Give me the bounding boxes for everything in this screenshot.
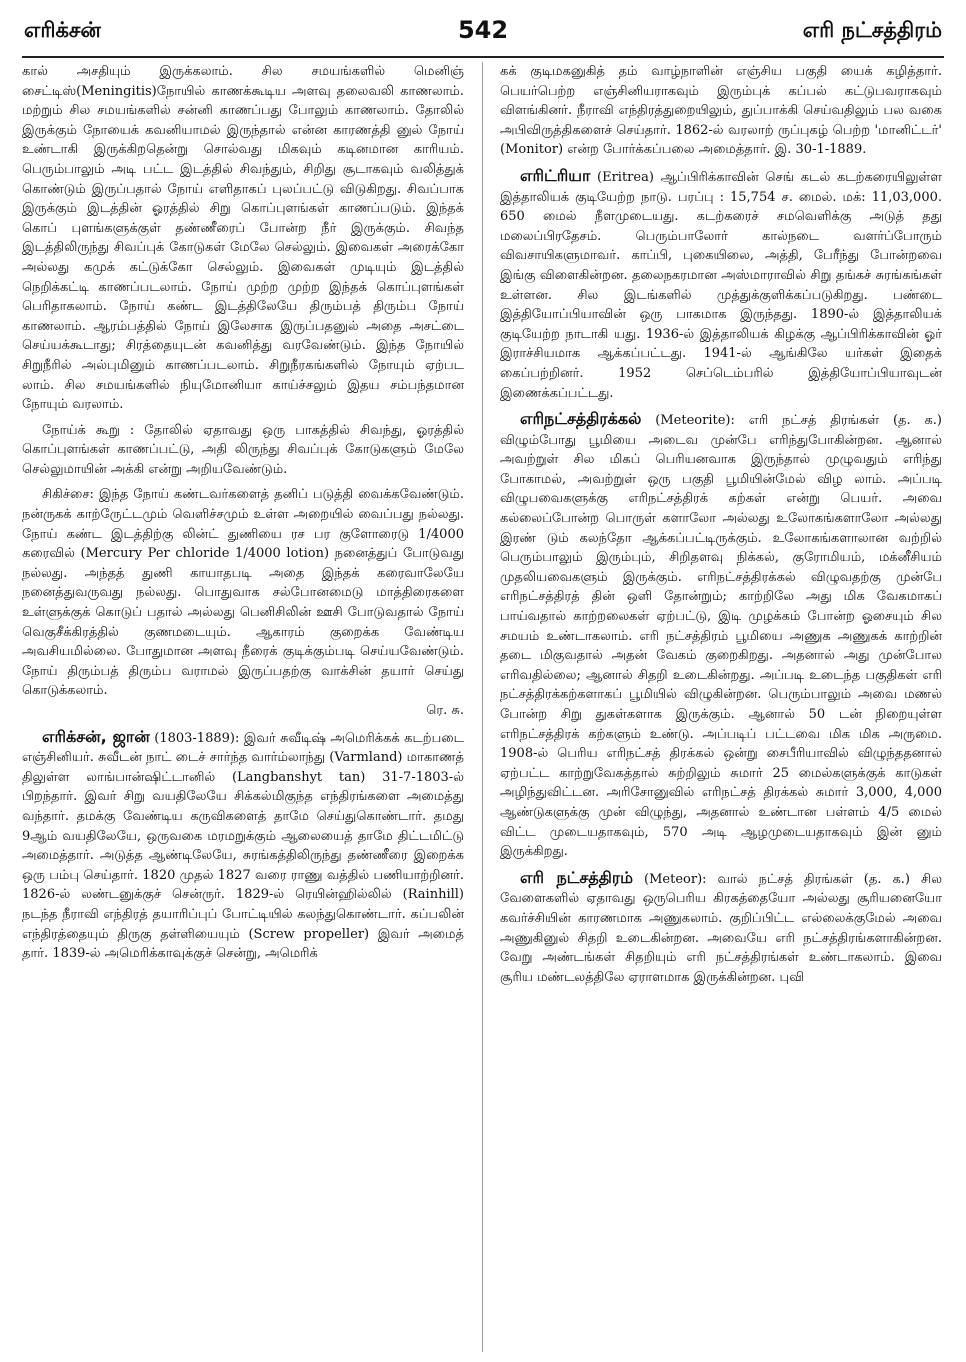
paragraph: நோய்க் கூறு : தோலில் ஏதாவது ஒரு பாகத்தில் சிவந்து, ஓரத்தில் கொப்புளங்கள் காணப்பட்டு, அதி லிருந்து சிவப்புக் கோடுகளும் மேலே செல்லுமாயின் அக்கி என்று அறியவேண்டும். bbox=[22, 422, 464, 477]
entry-eritrea bbox=[500, 166, 942, 403]
page-number: 542 bbox=[457, 16, 509, 44]
author-initials: ரெ. சு. bbox=[426, 703, 464, 718]
running-head-right: எரி நட்சத்திரம் bbox=[802, 18, 942, 42]
left-column bbox=[22, 62, 464, 1352]
running-head-left: எரிக்சன் bbox=[24, 18, 101, 42]
paragraph: கால் அசதியும் இருக்கலாம். சில சமயங்களில் மெனிஞ் சைட்டிஸ்(Meningitis)நோயில் காணக்கூடிய அளவு தலைவலி காணலாம். மற்றும் சில சமயங்களில் சன்னி காணப்பது போலும் காணலாம். தோலில் இருக்கும் நோயைக் கவனியாமல் இருந்தால் என்ன காரணத்தி னுல் நோய் உண்டாகி இருக்கிறதென்று சொல்வது மிகவும் கடினமான காரியம். பெரும்பாலும் அடி பட்ட இடத்தில் சிவந்தும், சிறிது சூடாகவும் வலித்துக் கொண்டும் இருப்பதால் நோய் எளிதாகப் புலப்பட்டு விடுகிறது. சிவப்பாக இருக்கும் இடத்தின் ஓரத்தில் சிறு கொப்புளங்கள் காணப்படும். இந்தக் கொப் புளங்களுக்குள் தண்ணீரைப் போன்ற நீர் இருக்கும். சிவந்த இடத்திலிருந்து சிவப்புக் கோடுகள் மேலே செல்லும். இவைகள் அரைக்கோ அல்லது கமுக் கட்டுக்கோ செல்லும். இவைகள் முடியும் இடத்தில் நெறிக்கட்டி காணப்படலாம். நோய் முற்ற முற்ற இந்தக் கொப்புளங்கள் பெரிதாகலாம். நோய் கண்ட இடத்திலேயே திரும்பத் திரும்ப நோய் காணலாம். ஆரம்பத்தில் நோய் இலேசாக இருப்பதனுல் அதை அசட்டை செய்யக்கூடாது; சிரத்தையுடன் கவனித்து வரவேண்டும். இந்த நோயில் சிறுநீரில் அல்புமினும் காணப்படலாம். சிறுநீரகங்களில் நோயும் ஏற்பட லாம். சில சமயங்களில் நியுமோனியா காய்ச்சலும் இதய சம்பந்தமான நோயும் வரலாம். bbox=[22, 64, 464, 413]
entry-text: (Meteor): வால் நட்சத் திரங்கள் (த. க.) சில வேளைகளில் ஏதாவது ஒருபெரிய கிரகத்தையோ அல்லது சூரியனையோ கவர்ச்சியின் காரணமாக அணுகலாம். குறிப்பிட்ட எல்லைக்குமேல் அவை அணுகினுல் சிதறி உடைகின்றன. அவையே எரி நட்சத்திரங்களாகின்றன. வேறு அண்டங்கள் சிதறியும் எரி நட்சத்திரங்கள் உண்டாகலாம். இவை சூரிய மண்டலத்திலே ஏராளமாக இருக்கின்றன. புவி bbox=[500, 871, 942, 985]
text-columns bbox=[22, 62, 944, 1352]
entry-headword: எரி நட்சத்திரம் bbox=[520, 867, 633, 887]
paragraph-text: சிகிச்சை: இந்த நோய் கண்டவர்களைத் தனிப் படுத்தி வைக்கவேண்டும். நன்ருகக் காற்ருேட்டமும் வெளிச்சமும் உள்ள அறையில் வைப்பது நல்லது. நோய் கண்ட இடத்திற்கு லின்ட் துணியை ரச பர குளோரைடு 1/4000 கரைவில் (Mercury Per chloride 1/4000 lotion) நனைத்துப் போடுவது நல்லது. அந்தத் துணி காயாதபடி அதை இந்தக் கரைவாலேயே நனைத்துவருவது நல்லது. பொதுவாக சல்போனமைடு மாத்திரைகளை உள்ளுக்குக் கொடுப் பதால் அல்லது பெனிசிலின் ஊசி போடுவதால் நோய் வெகுசீக்கிரத்தில் குணமடையும். ஆகாரம் குறைக்க வேண்டிய அவசியமில்லை. போதுமான அளவு நீரைக் குடிக்கும்படி செய்யவேண்டும். நோய் திரும்பத் திரும்ப வராமல் இருப்பதற்கு வாக்சின் தயார் செய்து கொடுக்கலாம். bbox=[22, 487, 464, 699]
entry-meteor bbox=[500, 868, 942, 988]
paragraph: கக் குடிமகனுகித் தம் வாழ்நாளின் எஞ்சிய பகுதி யைக் கழித்தார். பெயர்பெற்ற எஞ்சினியராகவும் இரும்புக் கப்பல் கட்டுபவராகவும் விளங்கினர். நீராவி எந்திரத்துறையிலும், துப்பாக்கி செய்வதிலும் பல வகை அபிவிருத்திகளைச் செய்தார். 1862-ல் வரலாற் ருப்புகழ் பெற்ற 'மானிட்டர்' (Monitor) என்ற போர்க்கப்பலை அமைத்தார். இ. 30-1-1889. bbox=[500, 64, 942, 158]
right-column bbox=[500, 62, 942, 1352]
paragraph bbox=[22, 485, 464, 720]
entry-text: (Eritrea) ஆப்பிரிக்காவின் செங் கடல் கடற்கரையிலுள்ள இத்தாலியக் குடியேற்ற நாடு. பரப்பு : 15,754 ச. மைல். மக்: 11,03,000. 650 மைல் நீளமுடையது. கடற்கரைச் சமவெளிக்கு அடுத் தது மலைப்பிரதேசம். பெரும்பாலோர் கால்நடை வளர்ப்போரும் விவசாயிகளுமாவர். காப்பி, புகையிலை, அத்தி, பேரீந்து போன்றவை இங்கு விளைகின்றன. தலைநகரமான அஸ்மாராவில் சிறு தங்கச் சுரங்கங்கள் உள்ளன. சில இடங்களில் முத்துக்குளிக்கப்படுகிறது. பண்டை இத்தியோப்பியாவின் ஒரு பாகமாக இருந்தது. 1890-ல் இத்தாலியக் குடியேற்ற நாடாகி யது. 1936-ல் இத்தாலியக் கிழக்கு ஆப்பிரிக்காவின் ஓர் இராச்சியமாக ஆக்கப்பட்டது. 1941-ல் ஆங்கிலே யர்கள் இதைக் கைப்பற்றினர். 1952 செப்டெம்பரில் இத்தியோப்பியாவுடன் இணைக்கப்பட்டது. bbox=[500, 169, 942, 401]
entry-headword: எரிநட்சத்திரக்கல் bbox=[520, 409, 642, 429]
entry-headword: எரிக்சன், ஜான் bbox=[42, 726, 150, 746]
entry-meteorite bbox=[500, 409, 942, 862]
page-header bbox=[22, 16, 944, 58]
entry-text: (Meteorite): எரி நட்சத் திரங்கள் (த. க.) விழும்போது பூமியை அடைவ முன்பே எரிந்துபோகின்றன. ஆனால் அவற்றுள் சில மிகப் பெரியனவாக இருந்தால் முழுவதும் எரிந்து போகாமல், அவற்றுள் ஒரு பகுதி பூமியின்மேல் விழ லாம். அப்படி விழுபவைகளுக்கு எரிநட்சத்திரக் கற்கள் என்று பெயர். அவை கல்லைப்போன்ற பொருள் களாலோ அல்லது உலோகங்களாலோ அல்லது இரண் டும் கலந்தோ ஆக்கப்பட்டிருக்கும். உலோகங்களாலான வற்றில் பெரும்பாலும் இரும்பும், சிறிதளவு நிக்கல், குரோமியம், மக்னீசியம் முதலியவைகளும் இருக்கும். எரிநட்சத்திரக்கல் விழுவதற்கு முன்பே எரிநட்சத்திரத் தின் ஒளி தோன்றும்; காற்றிலே அது மிக வேகமாகப் பாய்வதால் காற்றலைகள் ஏற்பட்டு, இடி முழக்கம் போன்ற ஓசையும் சில சமயம் உண்டாகலாம். எரி நட்சத்திரம் பூமியை அணுக அணுகக் காற்றின் தடை மிகுவதால் அதன் வேகம் குறைகிறது. அதனால் அது முன்போல எரிவதில்லை; ஆனால் சிதறி உடைகின்றது. அப்படி உடைந்த பகுதிகள் எரி நட்சத்திரக்கற்களாகப் பூமியில் விழுகின்றன. பெரும்பாலும் அவை மணல் போன்ற சிறு துகள்களாக இருக்கும். ஆனால் 50 டன் நிறையுள்ள எரிநட்சத்திரக் கற்களும் உண்டு. அப்படிப் பட்டவை மிக மிக அருமை. 1908-ல் பெரிய எரிநட்சத் திரக்கல் ஒன்று சைபீரியாவில் விழுந்ததனால் ஏற்பட்ட காற்றுவேகத்தால் சுற்றிலும் சுமார் 25 மைல்களுக்குக் காடுகள் அழிந்துவிட்டன. அரிசோனுவில் எரிநட்சத் திரக்கல் சுமார் 3,000, 4,000 ஆண்டுகளுக்கு முன் விழுந்து, அதனால் உண்டான பள்ளம் 4/5 மைல் விட்ட முடையதாகவும், 570 அடி ஆழமுடையதாகவும் இன் னும் இருக்கிறது. bbox=[500, 413, 942, 860]
column-divider bbox=[482, 62, 483, 1352]
entry-text: (1803-1889): இவர் சுவீடிஷ் அமெரிக்கக் கடற்படை எஞ்சினியர். சுவீடன் நாட் டைச் சார்ந்த வார்ம்லாந்து (Varmland) மாகாணத் திலுள்ள லாங்பான்ஷிட்டானில் (Langbanshyt tan) 31-7-1803-ல் பிறந்தார். இவர் சிறு வயதிலேயே சிக்கல்மிகுந்த எந்திரங்களை அமைத்து வந்தார். தமக்கு வேண்டிய கருவிகளைத் தாமே செய்துகொண்டார். தமது 9ஆம் வயதிலேயே, ஒருவகை மரமறுக்கும் ஆலையைத் தாமே திட்டமிட்டு அமைத்தார். அடுத்த ஆண்டிலேயே, சுரங்கத்திலிருந்து தண்ணீரை இறைக்க ஒரு பம்பு செய்தார். 1820 முதல் 1827 வரை ராணு வத்தில் பணியாற்றினர். 1826-ல் லண்டனுக்குச் சென்ருர். 1829-ல் ரெயின்ஹில்லில் (Rainhill) நடந்த நீராவி எந்திரத் தயாரிப்புப் போட்டியில் கலந்துகொண்டார். கப்பலின் எந்திரத்தையும் திருகு தள்ளியையும் (Screw propeller) இவர் அமைத் தார். 1839-ல் அமெரிக்காவுக்குச் சென்று, அமெரிக் bbox=[22, 730, 464, 962]
entry-ericsson bbox=[22, 727, 464, 964]
entry-headword: எரிட்ரியா bbox=[520, 165, 591, 185]
